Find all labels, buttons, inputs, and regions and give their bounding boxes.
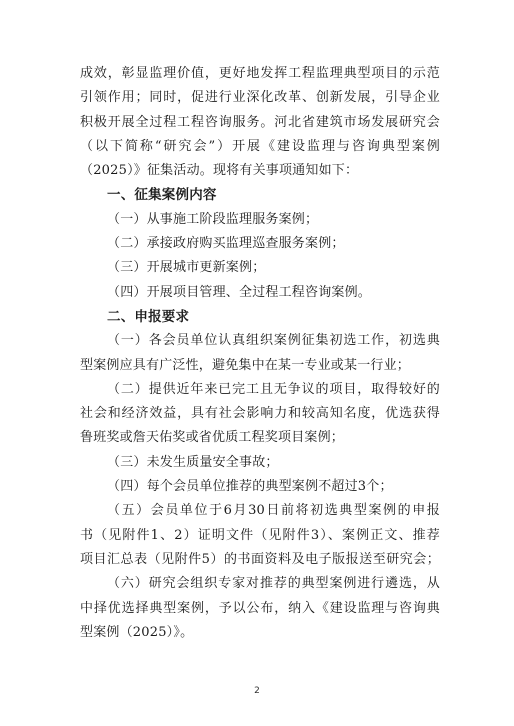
paragraph-line: （以下简称“研究会”）开展《建设监理与咨询典型案例	[80, 138, 440, 154]
paragraph-line: 引领作用；同时，促进行业深化改革、创新发展，引导企业	[80, 90, 440, 106]
paragraph-line: （三）未发生质量安全事故；	[107, 454, 279, 470]
paragraph-line: （2025）》征集活动。现将有关事项通知如下：	[80, 163, 359, 179]
paragraph-line: 中择优选择典型案例，予以公布，纳入《建设监理与咨询典	[80, 600, 440, 616]
paragraph-line: 书（见附件1、2）证明文件（见附件3）、案例正文、推荐	[80, 527, 440, 543]
list-item: （二）承接政府购买监理巡查服务案例；	[107, 236, 345, 252]
body-text	[80, 62, 440, 645]
page-number: 2	[254, 686, 260, 696]
paragraph-line: 积极开展全过程工程咨询服务。河北省建筑市场发展研究会	[80, 114, 440, 130]
list-item: （三）开展城市更新案例；	[107, 260, 266, 276]
paragraph-line: （二）提供近年来已完工且无争议的项目，取得较好的	[107, 381, 440, 397]
section-heading-1: 一、征集案例内容	[107, 187, 217, 204]
paragraph-line: （五）会员单位于6月30日前将初选典型案例的申报	[107, 503, 440, 519]
paragraph-line: 型案例（2025）》。	[80, 624, 194, 640]
list-item: （一）从事施工阶段监理服务案例；	[107, 211, 319, 227]
section-heading-2: 二、申报要求	[107, 308, 190, 325]
paragraph-line: 型案例应具有广泛性，避免集中在某一专业或某一行业；	[80, 357, 411, 373]
paragraph-line: 鲁班奖或詹天佑奖或省优质工程奖项目案例；	[80, 430, 345, 446]
list-item: （四）开展项目管理、全过程工程咨询案例。	[107, 284, 372, 300]
paragraph-line: 成效，彰显监理价值，更好地发挥工程监理典型项目的示范	[80, 66, 440, 81]
paragraph-line: （六）研究会组织专家对推荐的典型案例进行遴选，从	[107, 576, 440, 592]
paragraph-line: （四）每个会员单位推荐的典型案例不超过3个；	[107, 479, 393, 495]
paragraph-line: 社会和经济效益，具有社会影响力和较高知名度，优选获得	[80, 406, 440, 422]
paragraph-line: （一）各会员单位认真组织案例征集初选工作，初选典	[107, 333, 440, 349]
paragraph-line: 项目汇总表（见附件5）的书面资料及电子版报送至研究会；	[80, 551, 440, 567]
